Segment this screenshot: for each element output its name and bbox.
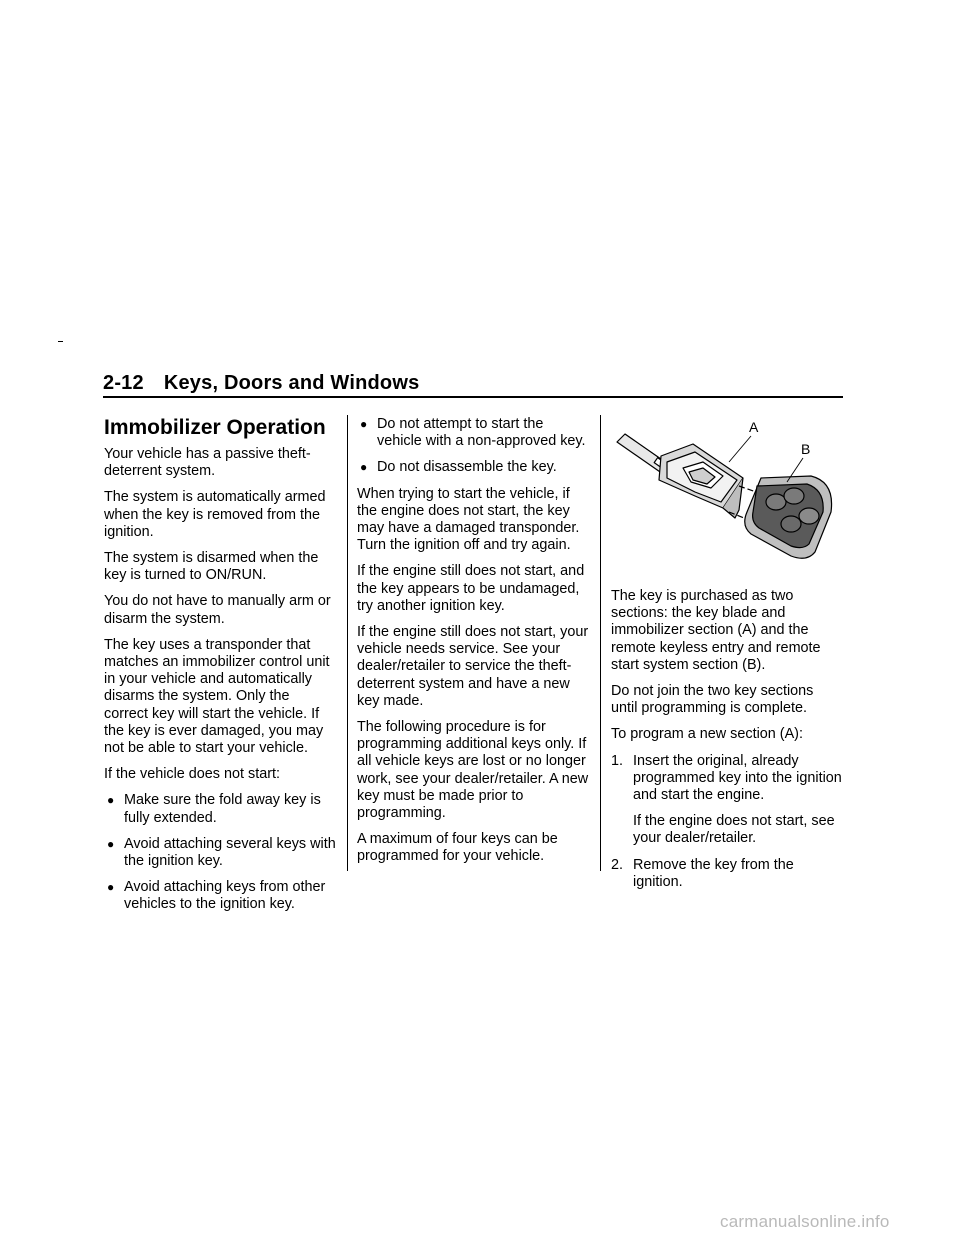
paragraph: The following procedure is for programming additional keys only. If all vehicle keys are lost or no longer work, see your dealer/retailer. A new key must be made prior to programming. [357,719,589,822]
section-heading: Immobilizer Operation [104,416,326,439]
header-rule [103,396,843,398]
margin-tick [58,341,63,342]
paragraph: If the engine still does not start, and the key appears to be undamaged, try another ignition key. [357,563,585,614]
paragraph: The system is disarmed when the key is turned to ON/RUN. [104,550,319,584]
column-divider [347,415,348,871]
step-item: 1. Insert the original, already programmed key into the ignition and start the engine. [611,752,842,804]
column-3 [611,416,843,900]
paragraph: Your vehicle has a passive theft-deterrent system. [104,446,311,480]
paragraph: You do not have to manually arm or disarm the system. [104,593,331,627]
paragraph: Do not join the two key sections until programming is complete. [611,683,814,717]
page-header [103,372,419,395]
figure-label-a: A [749,419,759,435]
bullet-icon: ● [107,793,115,808]
key-illustration [611,416,843,566]
paragraph: The key is purchased as two sections: the key blade and immobilizer section (A) and the remote keyless entry and remote start system section (B). [611,588,821,673]
bullet-icon: ● [360,417,368,431]
column-2 [357,416,592,875]
bullet-item: ● Do not disassemble the key. [360,459,557,476]
paragraph: The key uses a transponder that matches an immobilizer control unit in your vehicle and automatically disarms the system. Only the correct key will start the vehicle. If the key is ever damaged, you may not be able to start your vehicle. [104,636,330,757]
column-divider [600,415,601,871]
section-title: Keys, Doors and Windows [163,372,420,394]
step-note: If the engine does not start, see your dealer/retailer. [633,813,835,847]
paragraph: When trying to start the vehicle, if the engine does not start, the key may have a damaged transponder. Turn the ignition off and try again. [357,485,580,554]
bullet-item: ● Make sure the fold away key is fully extended. [107,792,321,826]
paragraph: The system is automatically armed when the key is removed from the ignition. [104,489,326,540]
bullet-item: ● Do not attempt to start the vehicle with a non-approved key. [360,416,586,450]
step-item: 2. Remove the key from the ignition. [611,856,794,890]
bullet-item: ● Avoid attaching keys from other vehicles to the ignition key. [107,879,326,913]
bullet-item: ● Avoid attaching several keys with the ignition key. [107,835,336,870]
paragraph: To program a new section (A): [611,726,803,743]
column-1 [104,416,336,923]
watermark: carmanualsonline.info [720,1212,890,1231]
paragraph: If the engine still does not start, your vehicle needs service. See your dealer/retailer to service the theft-deterrent system and have a new key made. [357,624,589,709]
paragraph: A maximum of four keys can be programmed for your vehicle. [357,831,558,865]
bullet-icon: ● [107,880,115,895]
figure-label-b: B [801,441,811,457]
page-number: 2-12 [103,372,144,394]
bullet-icon: ● [107,836,115,851]
bullet-icon: ● [360,460,368,475]
paragraph: If the vehicle does not start: [104,766,280,783]
